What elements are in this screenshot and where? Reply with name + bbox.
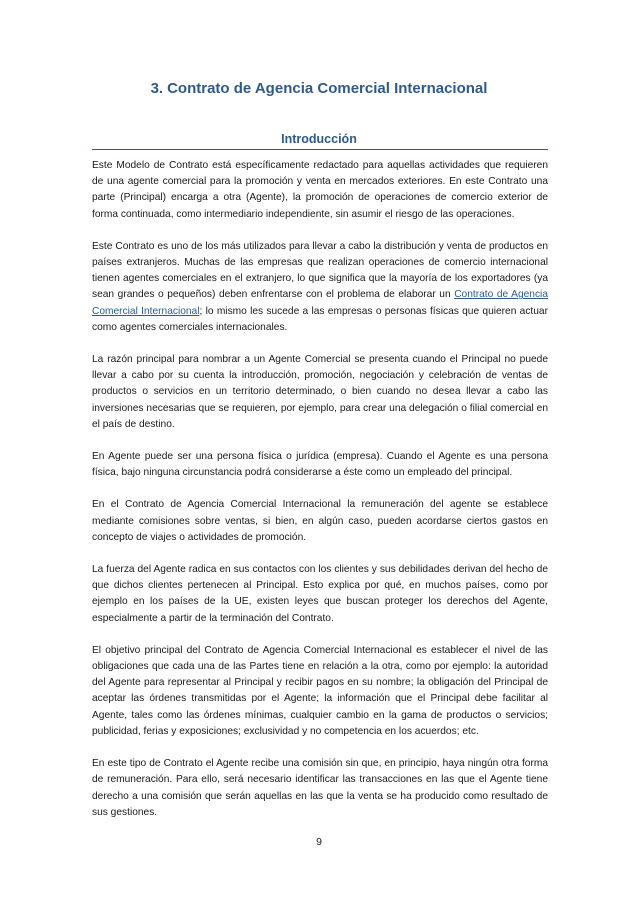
paragraph-2 [92, 239, 548, 336]
paragraph-4: En Agente puede ser una persona física o jurídica (empresa). Cuando el Agente es una persona física, bajo ninguna circunstancia podrá considerarse a éste como un empleado del principal. [92, 451, 548, 479]
page-number: 9 [316, 836, 322, 848]
title-number: 3. [150, 80, 164, 97]
document-body [92, 158, 548, 837]
paragraph-2-text-after: ; lo mismo les sucede a las empresas o personas físicas que quieren actuar como agentes comerciales internacionales. [92, 305, 548, 333]
paragraph-8: En este tipo de Contrato el Agente recibe una comisión sin que, en principio, haya ningún otra forma de remuneración. Para ello, será necesario identificar las transacciones en las que el Agente tiene derecho a una comisión que serán aquellas en las que la venta se ha producido como resultado de sus gestiones. [92, 758, 548, 818]
section-subtitle: Introducción [281, 132, 357, 146]
contract-link[interactable]: Contrato de Agencia Comercial Internacional [92, 289, 548, 317]
paragraph-5: En el Contrato de Agencia Comercial Internacional la remuneración del agente se establece mediante comisiones sobre ventas, si bien, en algún caso, pueden acordarse ciertos gastos en concepto de viajes o actividades de promoción. [92, 499, 548, 543]
section-divider [92, 149, 548, 150]
paragraph-3: La razón principal para nombrar a un Agente Comercial se presenta cuando el Principal no puede llevar a cabo por su cuenta la introducción, promoción, negociación y celebración de ventas de productos o servicios en un territorio determinado, o bien cuando no desea llevar a cabo las inversiones necesarias que se requieren, por ejemplo, para crear una delegación o filial comercial en el país de destino. [92, 354, 548, 430]
paragraph-6: La fuerza del Agente radica en sus contactos con los clientes y sus debilidades derivan del hecho de que dichos clientes pertenecen al Principal. Esto explica por qué, en muchos países, como por ejemplo en los países de la UE, existen leyes que buscan proteger los derechos del Agente, especialmente a partir de la terminación del Contrato. [92, 564, 548, 624]
paragraph-7: El objetivo principal del Contrato de Agencia Comercial Internacional es establecer el nivel de las obligaciones que cada una de las Partes tiene en relación a la otra, como por ejemplo: la autoridad del Agente para representar al Principal y recibir pagos en su nombre; la obligación del Principal de aceptar las órdenes transmitidas por el Agente; la información que el Principal debe facilitar al Agente, tales como las órdenes mínimas, cualquier cambio en la gama de productos o servicios; publicidad, ferias y exposiciones; exclusividad y no competencia en los acuerdos; etc. [92, 644, 548, 737]
paragraph-2-text-before: Este Contrato es uno de los más utilizados para llevar a cabo la distribución y venta de productos en países extranjeros. Muchas de las empresas que realizan operaciones de comercio internacional tienen agentes comerciales en el extranjero, lo que significa que la mayoría de los exportadores (ya sean grandes o pequeños) deben enfrentarse con el problema de elaborar un [92, 240, 548, 301]
paragraph-1: Este Modelo de Contrato está específicamente redactado para aquellas actividades que requieren de una agente comercial para la promoción y venta en mercados exteriores. En este Contrato una parte (Principal) encarga a otra (Agente), la promoción de operaciones de comercio exterior de forma continuada, como intermediario independiente, sin asumir el riesgo de las operaciones. [92, 160, 548, 220]
page-title [0, 80, 638, 97]
title-text: Contrato de Agencia Comercial Internacional [167, 80, 488, 97]
